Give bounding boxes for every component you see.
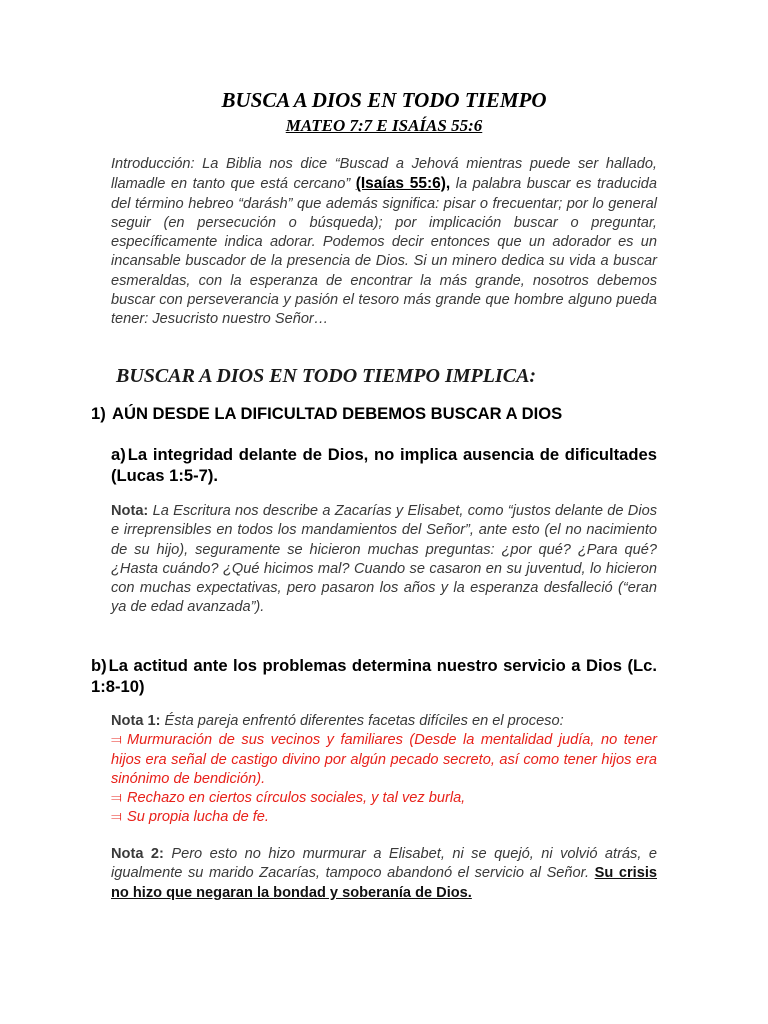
- list-item: [111, 731, 657, 789]
- note-b2-label: Nota 2:: [111, 846, 164, 862]
- note-b1-label: Nota 1:: [111, 713, 161, 729]
- note-a: [111, 502, 657, 618]
- list-item-text: Rechazo en ciertos círculos sociales, y tal vez burla,: [127, 790, 466, 807]
- section-1-text: AÚN DESDE LA DIFICULTAD DEBEMOS BUSCAR A DIOS: [112, 404, 563, 423]
- intro-reference: (Isaías 55:6),: [355, 175, 451, 193]
- implica-heading: BUSCAR A DIOS EN TODO TIEMPO IMPLICA:: [116, 365, 537, 387]
- note-b1: [111, 712, 657, 828]
- section-1-number: 1): [91, 404, 106, 423]
- point-b-text: La actitud ante los problemas determina nuestro servicio a Dios (Lc. 1:8-10): [91, 656, 657, 696]
- note-b2-text: Pero esto no hizo murmurar a Elisabet, ni se quejó, ni volvió atrás, e igualmente su marido Zacarías, tampoco abandonó el servicio al Señor.: [111, 846, 657, 882]
- document-subtitle: MATEO 7:7 E ISAÍAS 55:6: [285, 116, 483, 135]
- note-b2: [111, 845, 657, 903]
- bullet-icon: ⫤: [111, 732, 123, 749]
- note-b1-intro: [111, 712, 657, 731]
- intro-text-after: la palabra buscar es traducida del término hebreo “darásh” que además significa: pisar o frecuentar; por lo general seguir (en persecución o búsqueda); por implicación buscar o preguntar, específicamente indica adorar. Podemos decir entonces que un adorador es un incansable buscador de la presencia de Dios. Si un minero dedica su vida a buscar esmeraldas, con la esperanza de encontrar la más grande, nosotros debemos buscar con perseverancia y pasión el tesoro más grande que hombre alguno pueda tener: Jesucristo nuestro Señor…: [111, 176, 657, 328]
- list-item-text: Su propia lucha de fe.: [127, 809, 269, 826]
- list-item-text: Murmuración de sus vecinos y familiares (Desde la mentalidad judía, no tener hijos era señal de castigo divino por algún pecado secreto, así como tener hijos era sinónimo de bendición).: [111, 732, 657, 787]
- point-a-text: La integridad delante de Dios, no implica ausencia de dificultades (Lucas 1:5-7).: [111, 445, 657, 485]
- point-b-label: b): [91, 656, 107, 675]
- bullet-icon: ⫤: [111, 809, 123, 826]
- note-b1-text: Ésta pareja enfrentó diferentes facetas difíciles en el proceso:: [160, 713, 564, 729]
- intro-text-before: Introducción: La Biblia nos dice “Buscad a Jehová mientras puede ser hallado, llamadle en tanto que está cercano”: [111, 156, 657, 193]
- bullet-icon: ⫤: [111, 790, 123, 807]
- list-item: [111, 808, 657, 827]
- point-b: [91, 655, 657, 697]
- note-b2-closing: Su crisis no hizo que negaran la bondad y soberanía de Dios.: [111, 865, 657, 901]
- document-title: BUSCA A DIOS EN TODO TIEMPO: [221, 88, 547, 112]
- section-1-heading: [91, 404, 562, 424]
- point-a-label: a): [111, 445, 126, 464]
- note-a-label: Nota:: [111, 503, 149, 519]
- list-item: [111, 789, 657, 808]
- note-a-text: La Escritura nos describe a Zacarías y Elisabet, como “justos delante de Dios e irreprensibles en todos los mandamientos del Señor”, ante esto (el no nacimiento de su hijo), seguramente se hicieron muchas preguntas: ¿por qué? ¿Para qué? ¿Hasta cuándo? ¿Qué hicimos mal? Cuando se casaron en su juventud, lo hicieron con muchas expectativas, pero pasaron los años y la esperanza desfalleció (“eran ya de edad avanzada”).: [111, 503, 657, 616]
- point-a: [111, 444, 657, 486]
- intro-paragraph: [111, 155, 657, 330]
